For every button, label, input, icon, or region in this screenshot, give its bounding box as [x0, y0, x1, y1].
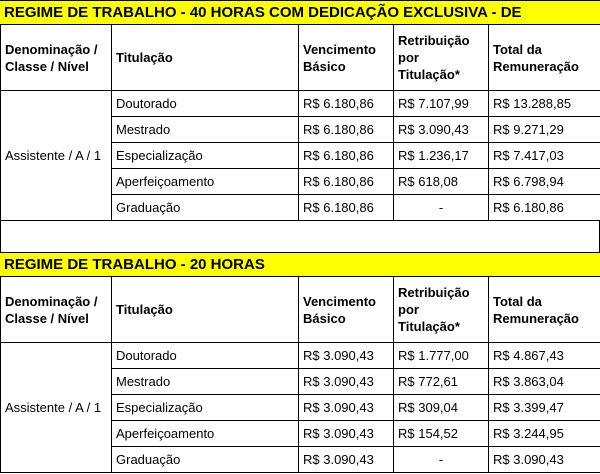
- header-titulacao: Titulação: [112, 25, 299, 91]
- titulacao-cell: Doutorado: [112, 91, 299, 117]
- retribuicao-cell: R$ 1.236,17: [394, 143, 489, 169]
- section-title-20h: REGIME DE TRABALHO - 20 HORAS: [0, 252, 600, 277]
- vencimento-cell: R$ 6.180,86: [299, 117, 394, 143]
- total-cell: R$ 6.180,86: [489, 195, 600, 221]
- total-cell: R$ 3.399,47: [489, 395, 600, 421]
- classe-cell: Assistente / A / 1: [1, 343, 112, 473]
- vencimento-cell: R$ 3.090,43: [299, 447, 394, 473]
- retribuicao-cell: R$ 618,08: [394, 169, 489, 195]
- titulacao-cell: Doutorado: [112, 343, 299, 369]
- total-cell: R$ 3.244,95: [489, 421, 600, 447]
- titulacao-cell: Mestrado: [112, 117, 299, 143]
- retribuicao-cell: -: [394, 447, 489, 473]
- titulacao-cell: Aperfeiçoamento: [112, 169, 299, 195]
- table-row: [1, 91, 600, 117]
- header-vencimento: Vencimento Básico: [299, 25, 394, 91]
- vencimento-cell: R$ 3.090,43: [299, 369, 394, 395]
- table-row: [1, 343, 600, 369]
- section-spacer: [0, 220, 600, 252]
- retribuicao-cell: R$ 154,52: [394, 421, 489, 447]
- retribuicao-cell: -: [394, 195, 489, 221]
- total-cell: R$ 13.288,85: [489, 91, 600, 117]
- section-title-40h: REGIME DE TRABALHO - 40 HORAS COM DEDICAÇÃO EXCLUSIVA - DE: [0, 0, 600, 25]
- vencimento-cell: R$ 6.180,86: [299, 91, 394, 117]
- titulacao-cell: Especialização: [112, 395, 299, 421]
- total-cell: R$ 7.417,03: [489, 143, 600, 169]
- retribuicao-cell: R$ 3.090,43: [394, 117, 489, 143]
- header-retribuicao: Retribuição por Titulação*: [394, 277, 489, 343]
- salary-table-20h: [0, 276, 600, 473]
- titulacao-cell: Mestrado: [112, 369, 299, 395]
- header-vencimento: Vencimento Básico: [299, 277, 394, 343]
- vencimento-cell: R$ 3.090,43: [299, 395, 394, 421]
- header-total: Total da Remuneração: [489, 277, 600, 343]
- titulacao-cell: Graduação: [112, 447, 299, 473]
- salary-table-40h: [0, 24, 600, 221]
- total-cell: R$ 4.867,43: [489, 343, 600, 369]
- retribuicao-cell: R$ 1.777,00: [394, 343, 489, 369]
- retribuicao-cell: R$ 7.107,99: [394, 91, 489, 117]
- total-cell: R$ 6.798,94: [489, 169, 600, 195]
- vencimento-cell: R$ 6.180,86: [299, 143, 394, 169]
- titulacao-cell: Especialização: [112, 143, 299, 169]
- total-cell: R$ 3.090,43: [489, 447, 600, 473]
- vencimento-cell: R$ 3.090,43: [299, 343, 394, 369]
- vencimento-cell: R$ 3.090,43: [299, 421, 394, 447]
- header-retribuicao: Retribuição por Titulação*: [394, 25, 489, 91]
- total-cell: R$ 9.271,29: [489, 117, 600, 143]
- total-cell: R$ 3.863,04: [489, 369, 600, 395]
- titulacao-cell: Graduação: [112, 195, 299, 221]
- retribuicao-cell: R$ 309,04: [394, 395, 489, 421]
- retribuicao-cell: R$ 772,61: [394, 369, 489, 395]
- header-denominacao: Denominação / Classe / Nível: [1, 277, 112, 343]
- classe-cell: Assistente / A / 1: [1, 91, 112, 221]
- vencimento-cell: R$ 6.180,86: [299, 195, 394, 221]
- header-titulacao: Titulação: [112, 277, 299, 343]
- header-total: Total da Remuneração: [489, 25, 600, 91]
- vencimento-cell: R$ 6.180,86: [299, 169, 394, 195]
- titulacao-cell: Aperfeiçoamento: [112, 421, 299, 447]
- header-denominacao: Denominação / Classe / Nível: [1, 25, 112, 91]
